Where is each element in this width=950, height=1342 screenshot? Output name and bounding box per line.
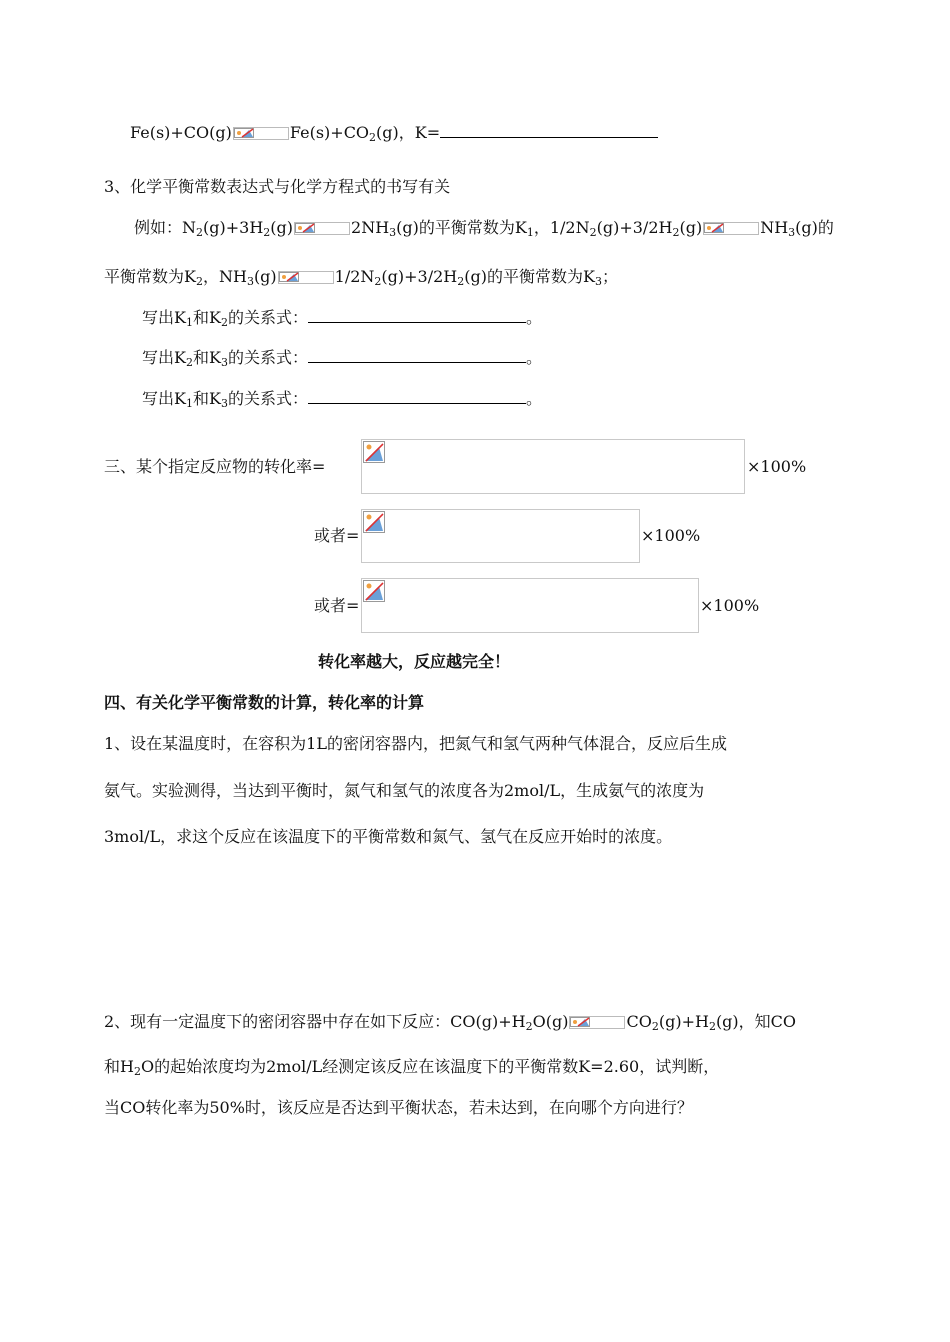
question-1-line-1: 1、设在某温度时，在容积为1L的密闭容器内，把氮气和氢气两种气体混合，反应后生成 <box>104 734 727 753</box>
broken-image-icon <box>234 128 254 138</box>
k1-k2-answer-blank[interactable] <box>308 306 526 323</box>
question-2-line-2: 和$H_2O$的起始浓度均为2mol/L经测定该反应在该温度下的平衡常数K=2.60，试判断， <box>104 1057 720 1078</box>
question-1-line-3: 3mol/L，求这个反应在该温度下的平衡常数和氮气、氢气在反应开始时的浓度。 <box>104 827 673 846</box>
equilibrium-arrow-image <box>294 222 350 235</box>
broken-image-icon <box>704 223 724 233</box>
write-k2-k3-relation: 写出$K_2$和$K_3$的关系式： 。 <box>142 348 542 369</box>
broken-image-icon <box>295 223 315 233</box>
equilibrium-arrow-image <box>233 127 289 140</box>
write-k1-k2-relation: 写出$K_1$和$K_2$的关系式： 。 <box>142 308 542 329</box>
times-100-percent: ×100% <box>700 596 760 615</box>
equilibrium-arrow-image <box>703 222 759 235</box>
conversion-formula-image-1 <box>361 439 745 494</box>
times-100-percent: ×100% <box>641 526 701 545</box>
broken-image-icon <box>363 580 385 602</box>
times-100-percent: ×100% <box>747 457 807 476</box>
conversion-note: 转化率越大，反应越完全！ <box>318 652 511 671</box>
question-2-line-3: 当CO转化率为50%时，该反应是否达到平衡状态，若未达到，在向哪个方向进行？ <box>104 1098 693 1117</box>
section-four-title: 四、有关化学平衡常数的计算，转化率的计算 <box>104 693 425 712</box>
or-equals-2: 或者= <box>314 596 360 615</box>
question-2-line-1: 2、现有一定温度下的密闭容器中存在如下反应：$CO(g)+H_2O(g)$ $CO_2(g)+H_2(g)$，知CO <box>104 1012 797 1033</box>
section-three-title: 三、某个指定反应物的转化率= <box>104 457 326 476</box>
question-1-line-2: 氨气。实验测得，当达到平衡时，氮气和氢气的浓度各为2mol/L，生成氨气的浓度为 <box>104 781 705 800</box>
k-answer-blank[interactable] <box>440 121 658 138</box>
k1-k3-answer-blank[interactable] <box>308 387 526 404</box>
broken-image-icon <box>363 511 385 533</box>
conversion-formula-image-3 <box>361 578 699 633</box>
section-3-title: 3、化学平衡常数表达式与化学方程式的书写有关 <box>104 177 451 196</box>
k2-k3-answer-blank[interactable] <box>308 346 526 363</box>
fe-equation: Fe(s)+CO(g) $Fe(s)+CO_2(g)$，K= <box>130 121 658 144</box>
broken-image-icon <box>279 272 299 282</box>
conversion-formula-image-2 <box>361 509 640 563</box>
sec3-example-line-2: 平衡常数为$K_2$，$NH_3(g)$ $1/2N_2(g)+3/2H_2(g)$的平衡常数为$K_3$； <box>104 267 618 288</box>
or-equals-1: 或者= <box>314 526 360 545</box>
equilibrium-arrow-image <box>569 1016 625 1029</box>
equilibrium-arrow-image <box>278 271 334 284</box>
broken-image-icon <box>570 1017 590 1027</box>
write-k1-k3-relation: 写出$K_1$和$K_3$的关系式： 。 <box>142 389 542 410</box>
sec3-example-line-1: 例如：$N_2(g)+3H_2(g)$ $2NH_3(g)$的平衡常数为$K_1$，$1/2N_2(g)+3/2H_2(g)$ $NH_3(g)$的 <box>134 218 834 239</box>
broken-image-icon <box>363 441 385 463</box>
